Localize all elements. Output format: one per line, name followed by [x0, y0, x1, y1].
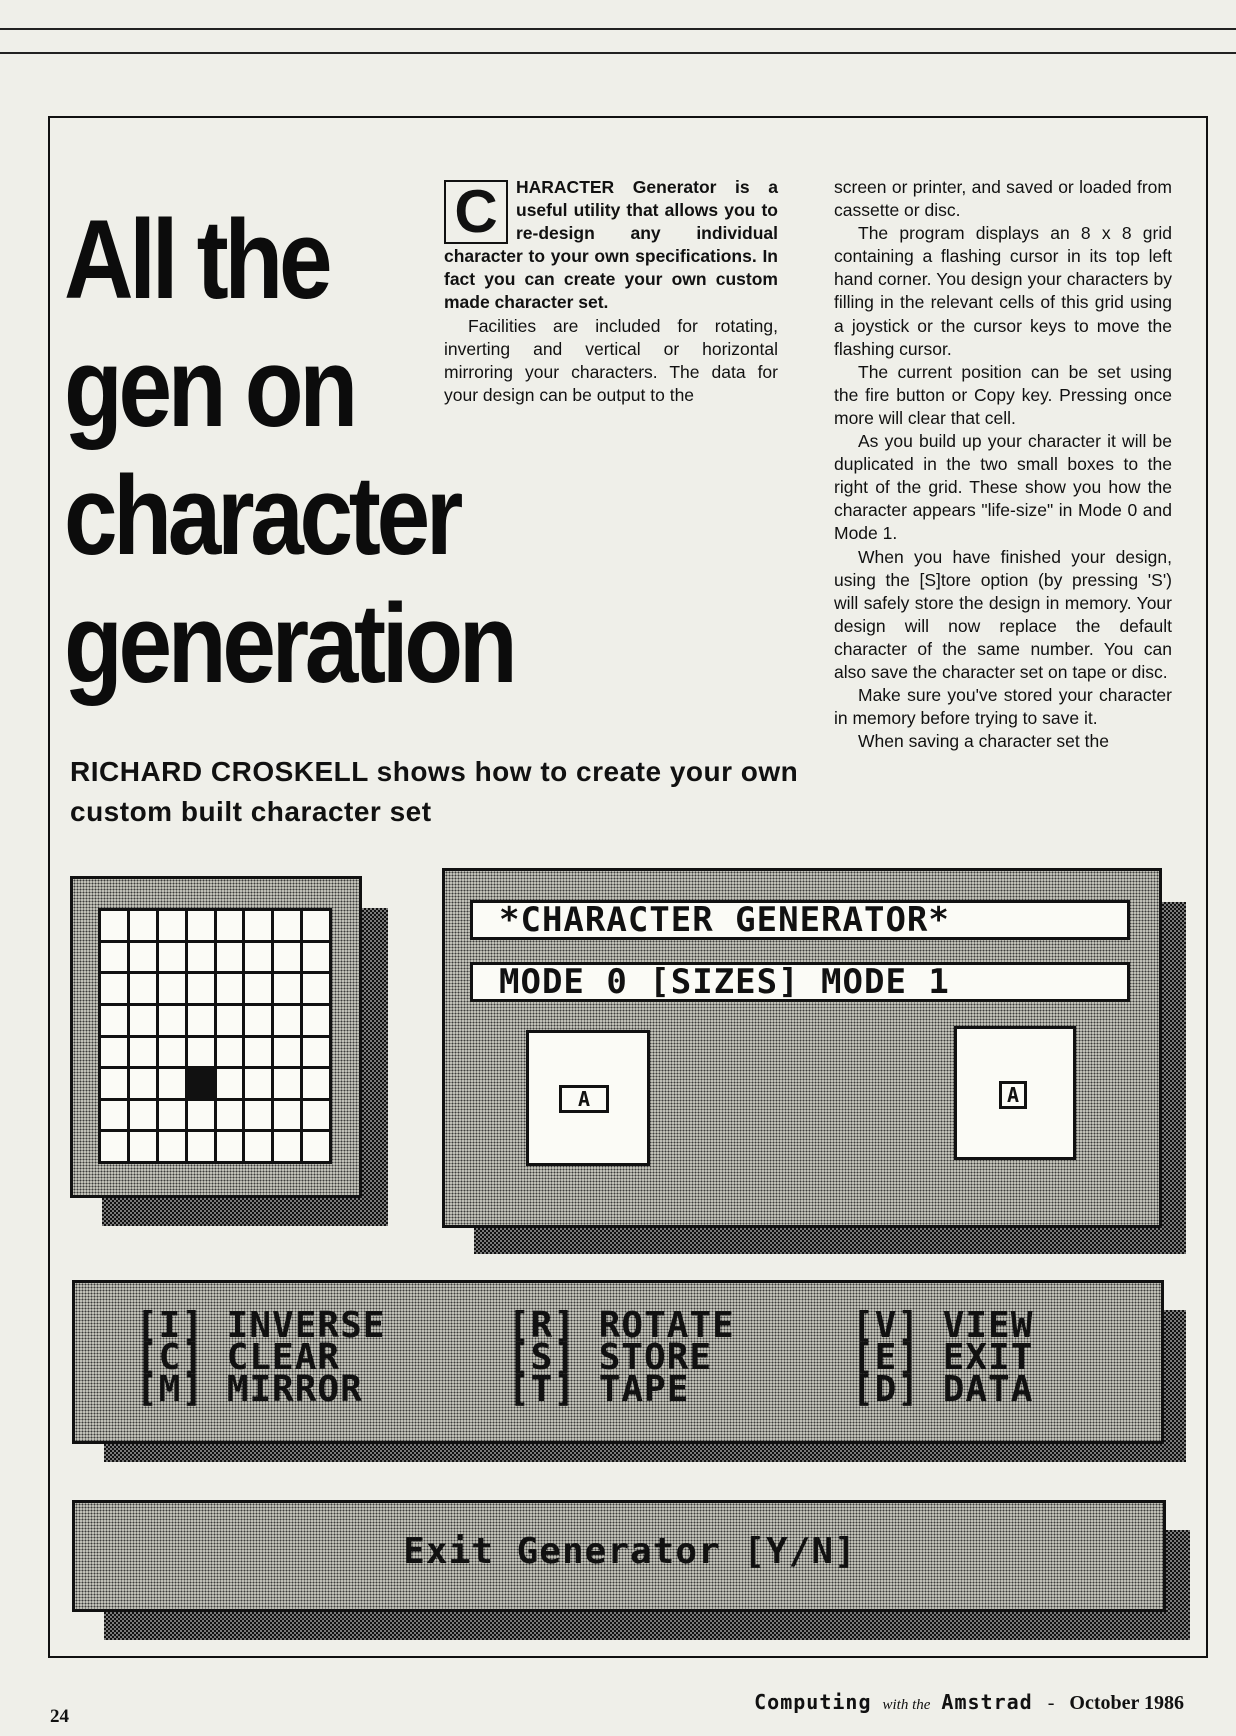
grid-cell[interactable] [274, 1132, 300, 1161]
grid-cell[interactable] [245, 911, 271, 940]
grid-cell[interactable] [303, 943, 329, 972]
headline-line: All the [64, 197, 329, 322]
menu-rotate[interactable]: [R] ROTATE [508, 1305, 735, 1346]
grid-cell[interactable] [130, 1101, 156, 1130]
grid-cell[interactable] [274, 1006, 300, 1035]
issue-date: October 1986 [1069, 1692, 1184, 1714]
menu-column [508, 1305, 852, 1410]
page-number: 24 [50, 1706, 69, 1727]
grid-cell[interactable] [159, 1038, 185, 1067]
body-paragraph: As you build up your character it will be duplicated in the two small boxes to the right of the grid. These show you how the character appears "life-size" in Mode 0 and Mode 1. [834, 431, 1172, 544]
grid-cell[interactable] [274, 1101, 300, 1130]
mode-0-preview-box [526, 1030, 650, 1166]
grid-cell[interactable] [130, 1038, 156, 1067]
footer-separator: - [1047, 1692, 1055, 1714]
grid-cell[interactable] [245, 974, 271, 1003]
grid-cell[interactable] [303, 1069, 329, 1098]
menu-view[interactable]: [V] VIEW [852, 1305, 1034, 1346]
grid-cell[interactable] [245, 1038, 271, 1067]
grid-cell[interactable] [101, 1069, 127, 1098]
generator-title-bar: *CHARACTER GENERATOR* [470, 900, 1130, 940]
grid-cell[interactable] [101, 1006, 127, 1035]
headline-line: gen on [64, 325, 354, 450]
grid-cell[interactable] [303, 911, 329, 940]
grid-cell[interactable] [217, 1132, 243, 1161]
grid-cell[interactable] [217, 1006, 243, 1035]
grid-cell[interactable] [188, 974, 214, 1003]
body-paragraph: Make sure you've stored your character in memory before trying to save it. [834, 685, 1172, 729]
grid-cell[interactable] [217, 911, 243, 940]
grid-cell[interactable] [274, 911, 300, 940]
drop-cap: C [444, 180, 508, 244]
body-paragraph: When saving a character set the [858, 731, 1109, 752]
lead-paragraph: HARACTER Generator is a useful utility that allows you to re-design any individual character to your own specifications. In fact you can create your own custom made character set. [444, 177, 778, 313]
magazine-name-with: with the [882, 1697, 931, 1713]
mode-1-glyph: A [999, 1081, 1027, 1109]
grid-cell[interactable] [130, 943, 156, 972]
grid-cell[interactable] [217, 1101, 243, 1130]
grid-cell[interactable] [159, 974, 185, 1003]
grid-cell[interactable] [188, 1006, 214, 1035]
grid-cell[interactable] [101, 911, 127, 940]
magazine-footer [754, 1690, 1184, 1715]
grid-cell[interactable] [303, 1038, 329, 1067]
menu-column [136, 1305, 508, 1410]
grid-cell[interactable] [245, 1006, 271, 1035]
mode-sizes-bar: MODE 0 [SIZES] MODE 1 [470, 962, 1130, 1002]
headline-line: generation [64, 581, 514, 706]
body-paragraph: Facilities are included for rotating, inverting and vertical or horizontal mirroring your characters. The data for your design can be output to the [444, 315, 778, 405]
menu-data[interactable]: [D] DATA [852, 1369, 1034, 1410]
grid-cell[interactable] [159, 1132, 185, 1161]
menu-options [136, 1305, 1096, 1410]
grid-cell[interactable] [217, 1038, 243, 1067]
grid-cell[interactable] [217, 974, 243, 1003]
grid-cell[interactable] [130, 911, 156, 940]
body-paragraph: The program displays an 8 x 8 grid containing a flashing cursor in its top left hand corner. You design your characters by filling in the relevant cells of this grid using a joystick or the cursor keys to move the flashing cursor. [834, 223, 1172, 359]
menu-tape[interactable]: [T] TAPE [508, 1369, 690, 1410]
body-paragraph: screen or printer, and saved or loaded from cassette or disc. [834, 177, 1172, 221]
menu-column [852, 1305, 1096, 1410]
grid-cell[interactable] [217, 1069, 243, 1098]
grid-cell[interactable] [217, 943, 243, 972]
magazine-name-part1: Computing [754, 1690, 872, 1714]
article-column-2 [834, 176, 1172, 753]
headline-line: character [64, 453, 460, 578]
mode-0-glyph: A [559, 1085, 609, 1113]
mode-1-preview-box [954, 1026, 1076, 1160]
edit-grid [98, 908, 332, 1164]
menu-exit[interactable]: [E] EXIT [852, 1337, 1034, 1378]
grid-cell[interactable] [159, 911, 185, 940]
grid-cell[interactable] [188, 1069, 214, 1098]
grid-cell[interactable] [303, 1132, 329, 1161]
grid-cell[interactable] [274, 974, 300, 1003]
grid-cell[interactable] [245, 1101, 271, 1130]
exit-prompt[interactable]: Exit Generator [Y/N] [403, 1531, 857, 1572]
grid-cell[interactable] [188, 943, 214, 972]
magazine-name-part2: Amstrad [941, 1690, 1033, 1714]
grid-cell[interactable] [159, 943, 185, 972]
grid-cell[interactable] [101, 1132, 127, 1161]
menu-inverse[interactable]: [I] INVERSE [136, 1305, 386, 1346]
grid-cell[interactable] [130, 974, 156, 1003]
grid-cell[interactable] [101, 1038, 127, 1067]
grid-cell[interactable] [303, 974, 329, 1003]
grid-cell[interactable] [303, 1006, 329, 1035]
byline: RICHARD CROSKELL shows how to create your own custom built character set [70, 756, 799, 827]
grid-cell[interactable] [303, 1101, 329, 1130]
grid-cell[interactable] [245, 1069, 271, 1098]
grid-cell[interactable] [274, 1069, 300, 1098]
grid-cell[interactable] [188, 1132, 214, 1161]
grid-cell[interactable] [188, 911, 214, 940]
article-column-1 [444, 176, 778, 407]
grid-cell[interactable] [101, 1101, 127, 1130]
grid-cell[interactable] [130, 1132, 156, 1161]
grid-cell[interactable] [130, 1069, 156, 1098]
menu-mirror[interactable]: [M] MIRROR [136, 1369, 363, 1410]
grid-cell[interactable] [245, 943, 271, 972]
grid-cell[interactable] [274, 1038, 300, 1067]
menu-store[interactable]: [S] STORE [508, 1337, 713, 1378]
top-rule-2 [0, 52, 1236, 54]
grid-cell[interactable] [159, 1006, 185, 1035]
menu-clear[interactable]: [C] CLEAR [136, 1337, 341, 1378]
grid-cell[interactable] [159, 1069, 185, 1098]
grid-cell[interactable] [188, 1101, 214, 1130]
grid-cell[interactable] [188, 1038, 214, 1067]
grid-cell[interactable] [101, 974, 127, 1003]
grid-cell[interactable] [274, 943, 300, 972]
grid-cell[interactable] [245, 1132, 271, 1161]
top-rule [0, 28, 1236, 30]
grid-cell[interactable] [130, 1006, 156, 1035]
body-paragraph: When you have finished your design, using the [S]tore option (by pressing 'S') will safely store the design in memory. Your design will now replace the default character of the same number. You can also save the character set on tape or disc. [834, 546, 1172, 682]
body-paragraph: The current position can be set using the fire button or Copy key. Pressing once more will clear that cell. [834, 361, 1172, 428]
grid-cell[interactable] [159, 1101, 185, 1130]
grid-cell[interactable] [101, 943, 127, 972]
